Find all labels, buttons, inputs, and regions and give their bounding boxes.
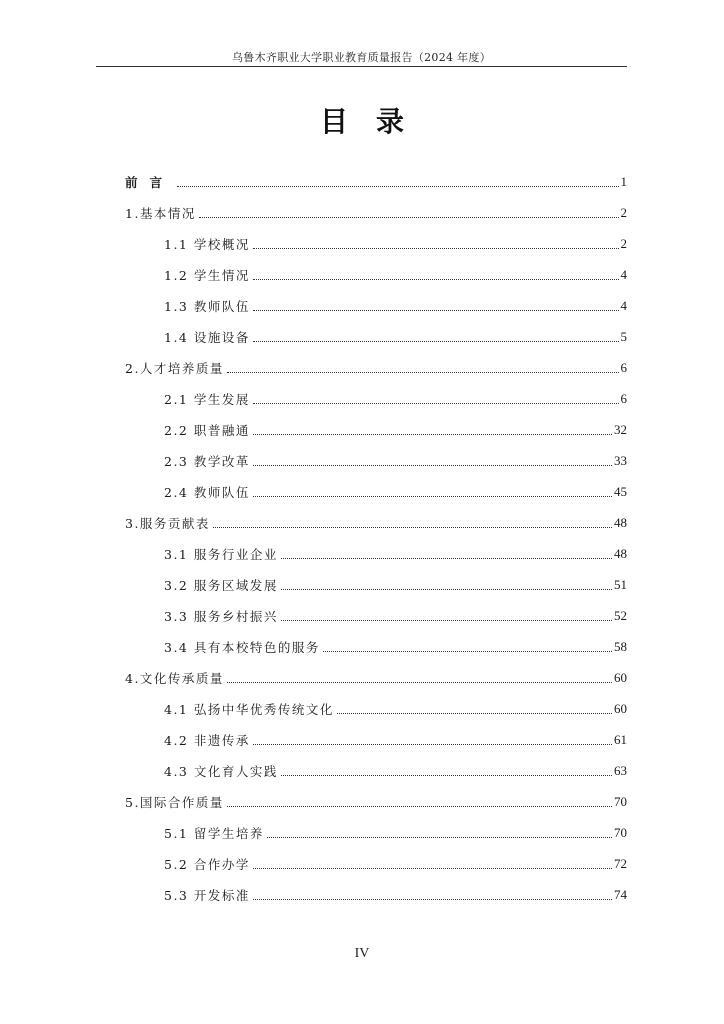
toc-entry-page: 52 xyxy=(614,607,627,623)
toc-leader-dots xyxy=(177,185,618,187)
toc-leader-dots xyxy=(337,712,612,714)
toc-entry-label: 5.2 合作办学 xyxy=(164,856,250,872)
toc-leader-dots xyxy=(253,743,612,745)
toc-section-entry[interactable] xyxy=(125,786,627,817)
toc-leader-dots xyxy=(267,836,612,838)
toc-entry-label: 3.服务贡献表 xyxy=(125,515,210,531)
toc-entry-label: 前言 xyxy=(125,174,175,190)
toc-entry-label: 2.1 学生发展 xyxy=(164,391,250,407)
running-header: 乌鲁木齐职业大学职业教育质量报告（2024 年度） xyxy=(232,51,491,64)
toc-leader-dots xyxy=(281,619,612,621)
toc-leader-dots xyxy=(199,216,619,218)
toc-entry-page: 74 xyxy=(614,886,627,902)
toc-leader-dots xyxy=(253,247,619,249)
toc-entry-label: 1.2 学生情况 xyxy=(164,267,250,283)
toc-entry-page: 2 xyxy=(620,204,627,220)
header-rule xyxy=(96,66,627,67)
toc-entry-page: 4 xyxy=(620,266,627,282)
toc-entry-page: 33 xyxy=(614,452,627,468)
toc-entry-page: 60 xyxy=(614,700,627,716)
toc-entry-page: 6 xyxy=(620,390,627,406)
toc-leader-dots xyxy=(253,495,612,497)
toc-leader-dots xyxy=(253,340,619,342)
toc-entry-label: 4.2 非遗传承 xyxy=(164,732,250,748)
toc-subsection-entry[interactable] xyxy=(125,228,627,259)
toc-leader-dots xyxy=(253,898,612,900)
toc-leader-dots xyxy=(281,774,612,776)
toc-subsection-entry[interactable] xyxy=(125,817,627,848)
toc-entry-page: 5 xyxy=(620,328,627,344)
toc-entry-label: 2.3 教学改革 xyxy=(164,453,250,469)
toc-entry-label: 3.3 服务乡村振兴 xyxy=(164,608,278,624)
toc-subsection-entry[interactable] xyxy=(125,600,627,631)
toc-subsection-entry[interactable] xyxy=(125,693,627,724)
toc-entry-page: 58 xyxy=(614,638,627,654)
table-of-contents xyxy=(125,166,627,910)
toc-entry-page: 48 xyxy=(614,545,627,561)
toc-entry-page: 48 xyxy=(614,514,627,530)
toc-entry-label: 1.基本情况 xyxy=(125,205,196,221)
toc-entry-page: 70 xyxy=(614,824,627,840)
toc-entry-label: 3.4 具有本校特色的服务 xyxy=(164,639,320,655)
toc-entry-label: 2.4 教师队伍 xyxy=(164,484,250,500)
toc-entry-page: 6 xyxy=(620,359,627,375)
toc-entry-label: 3.2 服务区域发展 xyxy=(164,577,278,593)
toc-leader-dots xyxy=(227,805,612,807)
toc-leader-dots xyxy=(253,464,612,466)
toc-entry-page: 63 xyxy=(614,762,627,778)
toc-subsection-entry[interactable] xyxy=(125,476,627,507)
toc-section-entry[interactable] xyxy=(125,662,627,693)
toc-leader-dots xyxy=(323,650,612,652)
toc-subsection-entry[interactable] xyxy=(125,848,627,879)
toc-subsection-entry[interactable] xyxy=(125,383,627,414)
toc-subsection-entry[interactable] xyxy=(125,724,627,755)
toc-subsection-entry[interactable] xyxy=(125,631,627,662)
toc-subsection-entry[interactable] xyxy=(125,445,627,476)
page-number: IV xyxy=(354,946,370,961)
toc-subsection-entry[interactable] xyxy=(125,538,627,569)
toc-entry-label: 3.1 服务行业企业 xyxy=(164,546,278,562)
toc-subsection-entry[interactable] xyxy=(125,755,627,786)
toc-title: 目录 xyxy=(319,105,432,138)
toc-leader-dots xyxy=(253,402,619,404)
toc-entry-label: 5.1 留学生培养 xyxy=(164,825,264,841)
toc-entry-label: 4.文化传承质量 xyxy=(125,670,224,686)
toc-leader-dots xyxy=(227,681,612,683)
toc-entry-page: 2 xyxy=(620,235,627,251)
toc-subsection-entry[interactable] xyxy=(125,321,627,352)
toc-leader-dots xyxy=(253,309,619,311)
toc-entry-label: 4.1 弘扬中华优秀传统文化 xyxy=(164,701,334,717)
toc-leader-dots xyxy=(213,526,612,528)
toc-entry-page: 45 xyxy=(614,483,627,499)
toc-leader-dots xyxy=(253,867,612,869)
toc-entry-label: 2.人才培养质量 xyxy=(125,360,224,376)
toc-entry-page: 60 xyxy=(614,669,627,685)
toc-section-entry[interactable] xyxy=(125,352,627,383)
toc-leader-dots xyxy=(253,433,612,435)
toc-entry-page: 70 xyxy=(614,793,627,809)
toc-section-entry[interactable] xyxy=(125,166,627,197)
toc-entry-page: 32 xyxy=(614,421,627,437)
toc-subsection-entry[interactable] xyxy=(125,290,627,321)
toc-entry-label: 4.3 文化育人实践 xyxy=(164,763,278,779)
toc-leader-dots xyxy=(281,588,612,590)
toc-entry-label: 2.2 职普融通 xyxy=(164,422,250,438)
toc-entry-label: 1.3 教师队伍 xyxy=(164,298,250,314)
toc-entry-label: 5.国际合作质量 xyxy=(125,794,224,810)
toc-entry-label: 5.3 开发标准 xyxy=(164,887,250,903)
toc-entry-page: 72 xyxy=(614,855,627,871)
toc-leader-dots xyxy=(253,278,619,280)
toc-entry-page: 51 xyxy=(614,576,627,592)
toc-leader-dots xyxy=(227,371,619,373)
toc-entry-page: 1 xyxy=(620,173,627,189)
toc-entry-label: 1.4 设施设备 xyxy=(164,329,250,345)
toc-leader-dots xyxy=(281,557,612,559)
toc-entry-page: 4 xyxy=(620,297,627,313)
toc-subsection-entry[interactable] xyxy=(125,414,627,445)
toc-subsection-entry[interactable] xyxy=(125,879,627,910)
toc-entry-label: 1.1 学校概况 xyxy=(164,236,250,252)
toc-subsection-entry[interactable] xyxy=(125,569,627,600)
toc-section-entry[interactable] xyxy=(125,507,627,538)
toc-entry-page: 61 xyxy=(614,731,627,747)
toc-subsection-entry[interactable] xyxy=(125,259,627,290)
toc-section-entry[interactable] xyxy=(125,197,627,228)
